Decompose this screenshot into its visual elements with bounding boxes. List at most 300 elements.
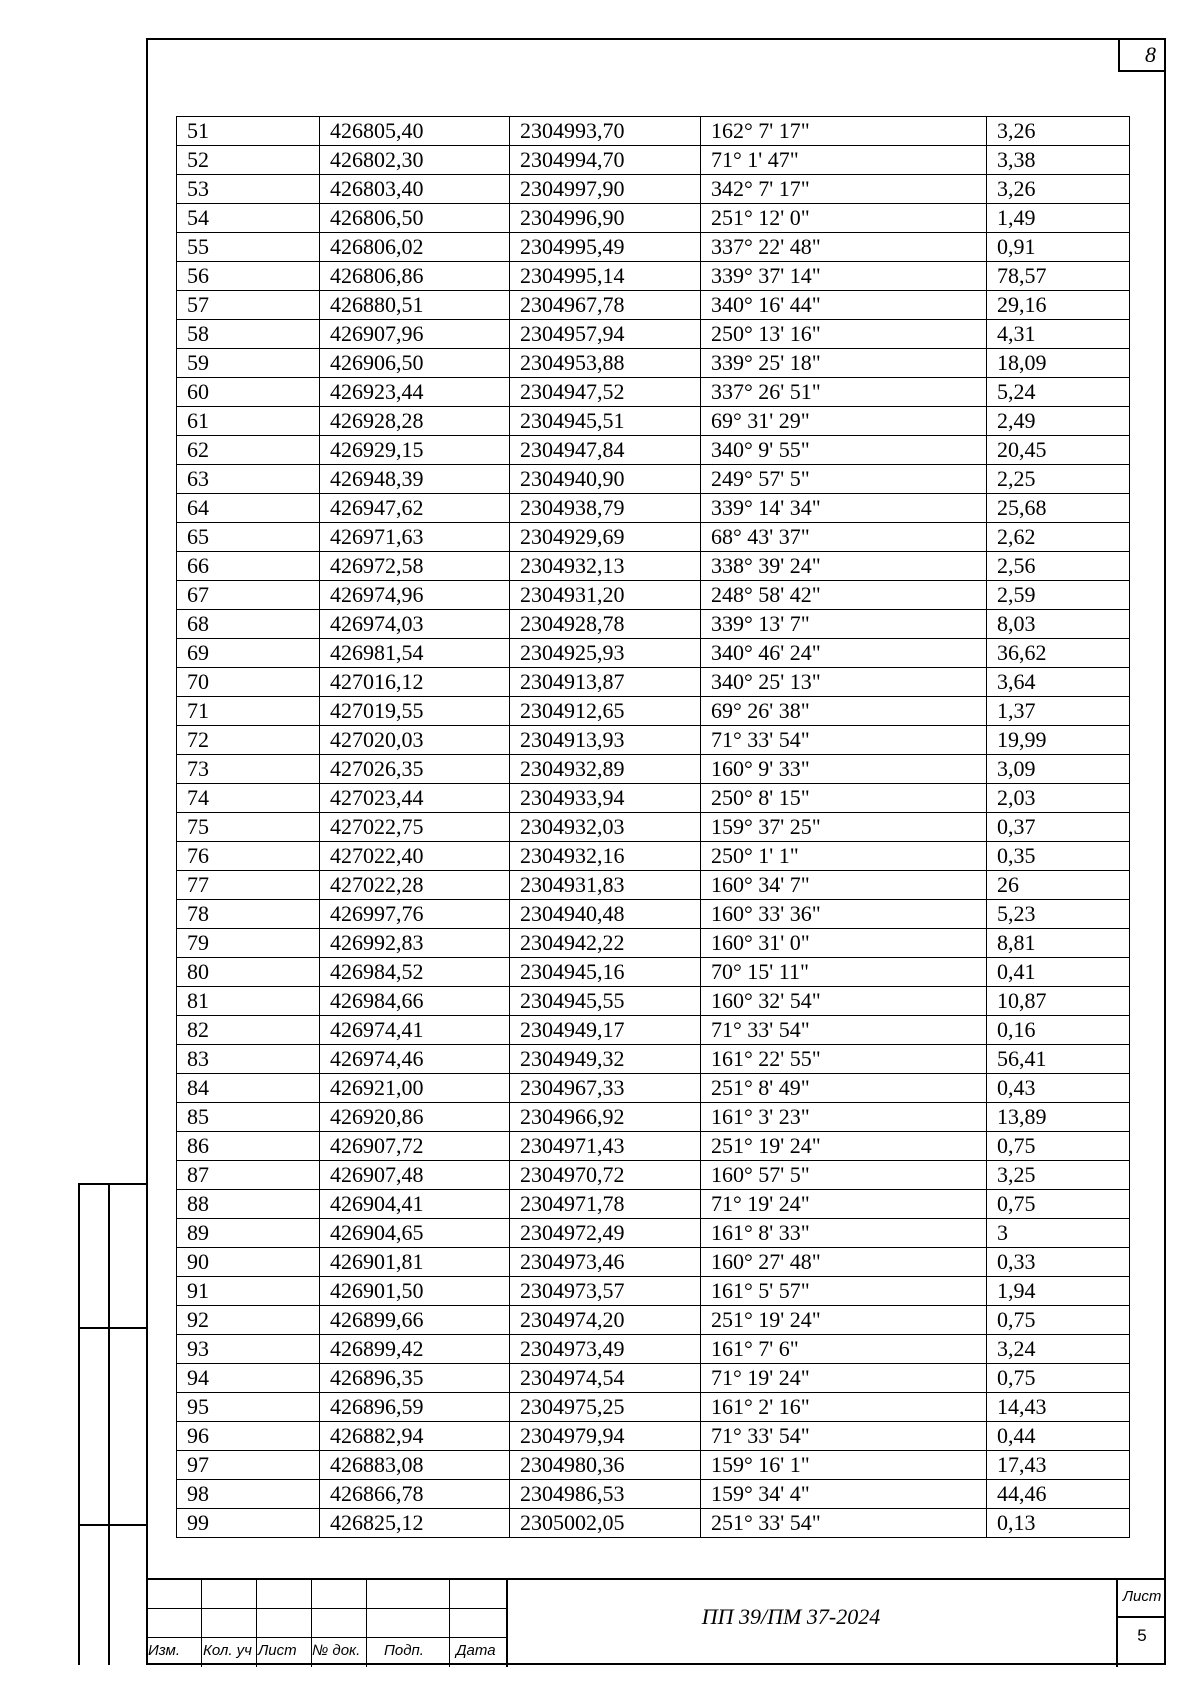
table-cell: 0,41 [987, 958, 1130, 987]
table-cell: 161° 22' 55" [701, 1045, 987, 1074]
table-cell: 64 [177, 494, 320, 523]
table-row [177, 117, 1130, 146]
table-cell: 426974,41 [320, 1016, 510, 1045]
table-cell: 250° 8' 15" [701, 784, 987, 813]
table-cell: 72 [177, 726, 320, 755]
table-cell: 337° 22' 48" [701, 233, 987, 262]
table-row [177, 1190, 1130, 1219]
table-cell: 76 [177, 842, 320, 871]
table-cell: 426803,40 [320, 175, 510, 204]
table-row [177, 755, 1130, 784]
table-cell: 8,03 [987, 610, 1130, 639]
table-cell: 26 [987, 871, 1130, 900]
table-cell: 0,16 [987, 1016, 1130, 1045]
table-cell: 71° 33' 54" [701, 1016, 987, 1045]
title-block-col-line [366, 1580, 367, 1667]
table-row [177, 1480, 1130, 1509]
table-cell: 3 [987, 1219, 1130, 1248]
title-block-col-line [256, 1580, 257, 1667]
table-cell: 2304975,25 [510, 1393, 701, 1422]
table-cell: 426899,66 [320, 1306, 510, 1335]
table-cell: 426948,39 [320, 465, 510, 494]
table-row [177, 1509, 1130, 1538]
coordinates-table [176, 116, 1130, 1538]
table-cell: 426906,50 [320, 349, 510, 378]
table-cell: 160° 27' 48" [701, 1248, 987, 1277]
table-cell: 2304995,14 [510, 262, 701, 291]
table-cell: 427026,35 [320, 755, 510, 784]
table-cell: 70 [177, 668, 320, 697]
table-cell: 427019,55 [320, 697, 510, 726]
table-cell: 426806,02 [320, 233, 510, 262]
table-cell: 426901,50 [320, 1277, 510, 1306]
table-cell: 426984,52 [320, 958, 510, 987]
table-row [177, 1103, 1130, 1132]
table-cell: 10,87 [987, 987, 1130, 1016]
table-row [177, 581, 1130, 610]
table-cell: 78,57 [987, 262, 1130, 291]
title-block-col-line [449, 1580, 450, 1667]
side-stamp [78, 1183, 146, 1665]
table-cell: 427022,28 [320, 871, 510, 900]
table-cell: 2304929,69 [510, 523, 701, 552]
table-cell: 20,45 [987, 436, 1130, 465]
table-cell: 65 [177, 523, 320, 552]
label-izm: Изм. [148, 1642, 180, 1659]
table-cell: 426972,58 [320, 552, 510, 581]
table-cell: 2304932,03 [510, 813, 701, 842]
table-cell: 59 [177, 349, 320, 378]
table-cell: 161° 7' 6" [701, 1335, 987, 1364]
table-cell: 87 [177, 1161, 320, 1190]
table-cell: 161° 5' 57" [701, 1277, 987, 1306]
table-cell: 3,26 [987, 175, 1130, 204]
table-cell: 82 [177, 1016, 320, 1045]
table-cell: 85 [177, 1103, 320, 1132]
table-cell: 427016,12 [320, 668, 510, 697]
table-cell: 2304997,90 [510, 175, 701, 204]
table-cell: 427022,40 [320, 842, 510, 871]
table-row [177, 1219, 1130, 1248]
table-cell: 2304945,55 [510, 987, 701, 1016]
table-cell: 426981,54 [320, 639, 510, 668]
table-cell: 426971,63 [320, 523, 510, 552]
table-cell: 2304980,36 [510, 1451, 701, 1480]
table-cell: 2304931,20 [510, 581, 701, 610]
table-cell: 340° 16' 44" [701, 291, 987, 320]
table-cell: 0,37 [987, 813, 1130, 842]
table-cell: 250° 13' 16" [701, 320, 987, 349]
table-cell: 68° 43' 37" [701, 523, 987, 552]
table-cell: 2,25 [987, 465, 1130, 494]
sheet-number: 5 [1137, 1626, 1147, 1645]
table-cell: 8,81 [987, 929, 1130, 958]
table-cell: 1,94 [987, 1277, 1130, 1306]
table-cell: 2304971,43 [510, 1132, 701, 1161]
table-row [177, 320, 1130, 349]
table-row [177, 929, 1130, 958]
table-cell: 2304973,49 [510, 1335, 701, 1364]
table-cell: 0,91 [987, 233, 1130, 262]
table-cell: 3,26 [987, 117, 1130, 146]
table-cell: 2304931,83 [510, 871, 701, 900]
table-cell: 251° 12' 0" [701, 204, 987, 233]
table-cell: 71° 1' 47" [701, 146, 987, 175]
table-cell: 340° 25' 13" [701, 668, 987, 697]
table-cell: 56,41 [987, 1045, 1130, 1074]
table-cell: 338° 39' 24" [701, 552, 987, 581]
table-row [177, 610, 1130, 639]
table-cell: 56 [177, 262, 320, 291]
table-cell: 84 [177, 1074, 320, 1103]
table-cell: 426904,65 [320, 1219, 510, 1248]
sheet-label: Лист [1122, 1588, 1162, 1605]
table-cell: 340° 46' 24" [701, 639, 987, 668]
table-cell: 340° 9' 55" [701, 436, 987, 465]
table-cell: 161° 2' 16" [701, 1393, 987, 1422]
table-cell: 339° 14' 34" [701, 494, 987, 523]
table-cell: 0,44 [987, 1422, 1130, 1451]
table-cell: 69° 31' 29" [701, 407, 987, 436]
table-cell: 44,46 [987, 1480, 1130, 1509]
table-row [177, 233, 1130, 262]
table-cell: 0,43 [987, 1074, 1130, 1103]
table-cell: 2304973,46 [510, 1248, 701, 1277]
table-cell: 426899,42 [320, 1335, 510, 1364]
table-cell: 2304942,22 [510, 929, 701, 958]
table-cell: 3,09 [987, 755, 1130, 784]
table-cell: 426896,59 [320, 1393, 510, 1422]
table-cell: 2304932,13 [510, 552, 701, 581]
table-row [177, 639, 1130, 668]
table-row [177, 1016, 1130, 1045]
table-cell: 5,24 [987, 378, 1130, 407]
table-cell: 2304947,52 [510, 378, 701, 407]
table-cell: 426805,40 [320, 117, 510, 146]
table-cell: 2304932,89 [510, 755, 701, 784]
table-cell: 54 [177, 204, 320, 233]
table-cell: 251° 8' 49" [701, 1074, 987, 1103]
table-cell: 58 [177, 320, 320, 349]
table-cell: 3,64 [987, 668, 1130, 697]
table-cell: 0,33 [987, 1248, 1130, 1277]
table-cell: 426825,12 [320, 1509, 510, 1538]
table-row [177, 1277, 1130, 1306]
table-row [177, 204, 1130, 233]
table-row [177, 668, 1130, 697]
table-cell: 5,23 [987, 900, 1130, 929]
table-cell: 342° 7' 17" [701, 175, 987, 204]
table-cell: 2,03 [987, 784, 1130, 813]
table-cell: 98 [177, 1480, 320, 1509]
table-cell: 2304974,54 [510, 1364, 701, 1393]
label-podp: Подп. [384, 1642, 424, 1659]
table-cell: 63 [177, 465, 320, 494]
table-cell: 71° 19' 24" [701, 1364, 987, 1393]
table-cell: 2304925,93 [510, 639, 701, 668]
table-cell: 90 [177, 1248, 320, 1277]
table-cell: 159° 34' 4" [701, 1480, 987, 1509]
table-cell: 162° 7' 17" [701, 117, 987, 146]
table-cell: 83 [177, 1045, 320, 1074]
table-cell: 2304957,94 [510, 320, 701, 349]
table-cell: 88 [177, 1190, 320, 1219]
table-row [177, 1364, 1130, 1393]
table-cell: 426947,62 [320, 494, 510, 523]
table-row [177, 987, 1130, 1016]
table-cell: 61 [177, 407, 320, 436]
table-cell: 95 [177, 1393, 320, 1422]
table-cell: 80 [177, 958, 320, 987]
table-cell: 77 [177, 871, 320, 900]
table-cell: 2304933,94 [510, 784, 701, 813]
table-cell: 426984,66 [320, 987, 510, 1016]
table-cell: 337° 26' 51" [701, 378, 987, 407]
table-row [177, 1074, 1130, 1103]
table-cell: 251° 33' 54" [701, 1509, 987, 1538]
table-cell: 161° 3' 23" [701, 1103, 987, 1132]
table-cell: 248° 58' 42" [701, 581, 987, 610]
table-cell: 159° 37' 25" [701, 813, 987, 842]
table-cell: 426974,46 [320, 1045, 510, 1074]
table-cell: 75 [177, 813, 320, 842]
page-number-marker: 8 [1118, 38, 1166, 72]
table-cell: 2305002,05 [510, 1509, 701, 1538]
table-cell: 0,75 [987, 1306, 1130, 1335]
table-cell: 251° 19' 24" [701, 1306, 987, 1335]
table-cell: 250° 1' 1" [701, 842, 987, 871]
table-cell: 2304967,33 [510, 1074, 701, 1103]
table-row [177, 436, 1130, 465]
table-cell: 91 [177, 1277, 320, 1306]
table-cell: 0,75 [987, 1190, 1130, 1219]
table-cell: 251° 19' 24" [701, 1132, 987, 1161]
table-cell: 160° 34' 7" [701, 871, 987, 900]
table-row [177, 958, 1130, 987]
table-cell: 70° 15' 11" [701, 958, 987, 987]
table-cell: 2304974,20 [510, 1306, 701, 1335]
table-cell: 2304928,78 [510, 610, 701, 639]
table-cell: 426992,83 [320, 929, 510, 958]
table-row [177, 813, 1130, 842]
side-stamp-line [78, 1183, 148, 1185]
table-row [177, 262, 1130, 291]
table-cell: 0,13 [987, 1509, 1130, 1538]
table-cell: 427020,03 [320, 726, 510, 755]
table-cell: 160° 31' 0" [701, 929, 987, 958]
table-cell: 36,62 [987, 639, 1130, 668]
table-cell: 92 [177, 1306, 320, 1335]
table-row [177, 349, 1130, 378]
table-row [177, 1393, 1130, 1422]
table-row [177, 146, 1130, 175]
table-cell: 4,31 [987, 320, 1130, 349]
table-cell: 2304970,72 [510, 1161, 701, 1190]
table-cell: 2304949,32 [510, 1045, 701, 1074]
table-cell: 1,37 [987, 697, 1130, 726]
table-cell: 160° 33' 36" [701, 900, 987, 929]
table-cell: 68 [177, 610, 320, 639]
table-cell: 55 [177, 233, 320, 262]
label-data: Дата [456, 1642, 496, 1659]
table-cell: 71 [177, 697, 320, 726]
table-cell: 52 [177, 146, 320, 175]
table-cell: 2,62 [987, 523, 1130, 552]
table-cell: 2304912,65 [510, 697, 701, 726]
document-code: ПП 39/ПМ 37-2024 [701, 1604, 881, 1629]
table-cell: 426928,28 [320, 407, 510, 436]
table-cell: 18,09 [987, 349, 1130, 378]
table-row [177, 552, 1130, 581]
table-cell: 426923,44 [320, 378, 510, 407]
side-stamp-line [78, 1327, 148, 1329]
title-block-col-line [201, 1580, 202, 1667]
table-cell: 3,25 [987, 1161, 1130, 1190]
table-row [177, 1422, 1130, 1451]
table-cell: 426974,96 [320, 581, 510, 610]
table-row [177, 1451, 1130, 1480]
table-row [177, 1132, 1130, 1161]
table-cell: 426921,00 [320, 1074, 510, 1103]
table-cell: 13,89 [987, 1103, 1130, 1132]
table-cell: 69 [177, 639, 320, 668]
table-cell: 2304932,16 [510, 842, 701, 871]
table-cell: 426907,72 [320, 1132, 510, 1161]
table-cell: 159° 16' 1" [701, 1451, 987, 1480]
table-cell: 426929,15 [320, 436, 510, 465]
table-cell: 2304949,17 [510, 1016, 701, 1045]
table-cell: 426907,96 [320, 320, 510, 349]
table-cell: 71° 19' 24" [701, 1190, 987, 1219]
table-cell: 2304971,78 [510, 1190, 701, 1219]
table-cell: 339° 25' 18" [701, 349, 987, 378]
table-cell: 427023,44 [320, 784, 510, 813]
table-cell: 73 [177, 755, 320, 784]
table-cell: 0,75 [987, 1132, 1130, 1161]
table-cell: 86 [177, 1132, 320, 1161]
table-cell: 53 [177, 175, 320, 204]
table-cell: 14,43 [987, 1393, 1130, 1422]
table-cell: 426882,94 [320, 1422, 510, 1451]
table-cell: 426866,78 [320, 1480, 510, 1509]
table-cell: 71° 33' 54" [701, 1422, 987, 1451]
table-cell: 2304995,49 [510, 233, 701, 262]
table-row [177, 494, 1130, 523]
table-cell: 2304972,49 [510, 1219, 701, 1248]
title-block-row-line [146, 1637, 506, 1638]
label-kol-uch: Кол. уч [203, 1642, 252, 1659]
table-cell: 2304986,53 [510, 1480, 701, 1509]
table-cell: 2304966,92 [510, 1103, 701, 1132]
table-cell: 2304913,87 [510, 668, 701, 697]
table-cell: 69° 26' 38" [701, 697, 987, 726]
table-cell: 62 [177, 436, 320, 465]
side-stamp-divider [108, 1183, 110, 1665]
table-cell: 249° 57' 5" [701, 465, 987, 494]
table-cell: 339° 13' 7" [701, 610, 987, 639]
table-row [177, 407, 1130, 436]
table-cell: 99 [177, 1509, 320, 1538]
table-cell: 29,16 [987, 291, 1130, 320]
table-cell: 2,49 [987, 407, 1130, 436]
table-cell: 3,38 [987, 146, 1130, 175]
table-cell: 426806,50 [320, 204, 510, 233]
table-cell: 67 [177, 581, 320, 610]
table-cell: 2304940,90 [510, 465, 701, 494]
table-cell: 57 [177, 291, 320, 320]
table-cell: 426883,08 [320, 1451, 510, 1480]
table-cell: 2304938,79 [510, 494, 701, 523]
table-cell: 97 [177, 1451, 320, 1480]
table-cell: 2,56 [987, 552, 1130, 581]
side-stamp-line [78, 1524, 148, 1526]
table-cell: 0,75 [987, 1364, 1130, 1393]
table-cell: 51 [177, 117, 320, 146]
table-cell: 0,35 [987, 842, 1130, 871]
table-cell: 2304913,93 [510, 726, 701, 755]
sheet-box-line [1116, 1616, 1166, 1618]
table-cell: 160° 9' 33" [701, 755, 987, 784]
table-cell: 426907,48 [320, 1161, 510, 1190]
title-block-row-line [146, 1608, 506, 1609]
table-cell: 2304979,94 [510, 1422, 701, 1451]
table-cell: 89 [177, 1219, 320, 1248]
table-cell: 2304945,51 [510, 407, 701, 436]
table-row [177, 697, 1130, 726]
table-cell: 2,59 [987, 581, 1130, 610]
table-cell: 160° 57' 5" [701, 1161, 987, 1190]
table-cell: 2304945,16 [510, 958, 701, 987]
table-cell: 1,49 [987, 204, 1130, 233]
table-cell: 426920,86 [320, 1103, 510, 1132]
table-cell: 2304947,84 [510, 436, 701, 465]
table-cell: 66 [177, 552, 320, 581]
table-cell: 2304996,90 [510, 204, 701, 233]
table-cell: 74 [177, 784, 320, 813]
table-cell: 3,24 [987, 1335, 1130, 1364]
table-cell: 17,43 [987, 1451, 1130, 1480]
table-cell: 60 [177, 378, 320, 407]
table-cell: 339° 37' 14" [701, 262, 987, 291]
table-row [177, 523, 1130, 552]
table-cell: 2304994,70 [510, 146, 701, 175]
table-row [177, 900, 1130, 929]
table-cell: 426974,03 [320, 610, 510, 639]
table-cell: 79 [177, 929, 320, 958]
table-cell: 71° 33' 54" [701, 726, 987, 755]
table-cell: 81 [177, 987, 320, 1016]
label-doc-no: № док. [312, 1642, 361, 1659]
table-cell: 160° 32' 54" [701, 987, 987, 1016]
table-cell: 426802,30 [320, 146, 510, 175]
table-row [177, 465, 1130, 494]
table-row [177, 871, 1130, 900]
table-cell: 426997,76 [320, 900, 510, 929]
table-cell: 2304967,78 [510, 291, 701, 320]
table-row [177, 842, 1130, 871]
table-row [177, 1161, 1130, 1190]
table-cell: 93 [177, 1335, 320, 1364]
table-cell: 161° 8' 33" [701, 1219, 987, 1248]
table-row [177, 175, 1130, 204]
table-cell: 78 [177, 900, 320, 929]
table-row [177, 1248, 1130, 1277]
table-row [177, 1045, 1130, 1074]
table-cell: 2304993,70 [510, 117, 701, 146]
label-list: Лист [258, 1642, 297, 1659]
table-row [177, 291, 1130, 320]
table-cell: 426806,86 [320, 262, 510, 291]
